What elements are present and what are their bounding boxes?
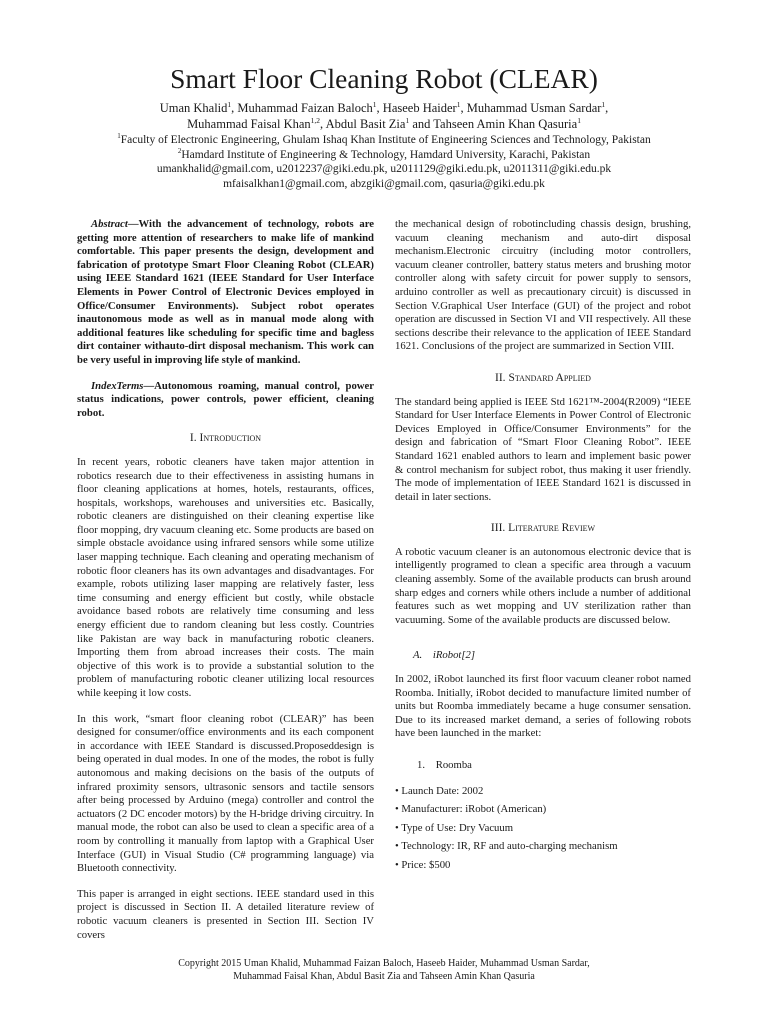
affiliation-text: Hamdard Institute of Engineering & Technology, Hamdard University, Karachi, Pakistan [181,148,591,161]
affiliation-2 [40,148,728,163]
list-item-roomba [417,759,691,773]
section-heading-introduction [77,432,374,446]
list-title: Roomba [435,759,472,771]
intro-paragraph-2: In this work, “smart floor cleaning robot (CLEAR)” has been designed for consumer/office environments and its each component in accordance with IEEE Standard is discussed.Proposeddesign is being operated in dual modes. In one of the modes, the robot is fully autonomous and making decisions on the basis of the outputs of infrared proximity sensors, ultrasonic sensors and tactile sensors after being processed by Arduino (mega) controller and control the actuators (2 DC encoder motors) by the H-bridge driving circuitry. In manual mode, the robot can also be used to clean a specific area of a room by controlling it manually from laptop with a Graphical User Interface (GUI) in Visual Studio (C# programming language) via Bluetooth connectivity. [77,712,374,875]
index-terms [77,380,374,421]
author-conjunction: and [412,117,431,131]
section-number: II. [495,371,506,384]
affiliation-text: Faculty of Electronic Engineering, Ghulam Ishaq Khan Institute of Engineering Sciences and Technology, Pakistan [120,134,651,146]
section-number: III. [490,522,506,535]
literature-paragraph: A robotic vacuum cleaner is an autonomous electronic device that is intelligently programed to clean a specific area through a vacuum cleaning assembly. Some of the available products can brush around sharp edges and corners while others include a number of additional features such as wet mopping and UV sterilization rather than vacuuming. Some of the available products are discussed below. [395,545,691,626]
right-column [395,218,691,878]
author-name: Muhammad Faizan Baloch [237,101,373,115]
author-name: Muhammad Usman Sardar [466,101,602,115]
affil-mark: 2 [177,146,182,155]
author-affil-mark: 1 [601,99,606,109]
index-terms-text: Autonomous roaming, manual control, power status indications, power controls, power efficient, cleaning robot. [77,379,374,419]
roomba-spec-list [395,785,691,873]
section-title: Standard Applied [508,371,591,384]
abstract-text: With the advancement of technology, robots are getting more attention of researchers to make life of mankind comfortable. This paper presents the design, development and fabrication of prototype Smart Floor Cleaning Robot (CLEAR) using IEEE Standard 1621 (IEEE Standard for User Interface Elements in Power Control of Electronic Devices employed in Office/Consumer Environments). Subject robot operates inautonomous mode as well as in manual mode along with additional features like scheduling for specific time and bagless dirt container withauto-dirt disposal mechanism. This work can be very useful in improving life style of mankind. [77,218,374,366]
author-affil-mark: 1 [227,99,232,109]
email-line-2: mfaisalkhan1@gmail.com, abzgiki@gmail.com, qasuria@giki.edu.pk [223,177,545,190]
list-item: • Launch Date: 2002 [395,784,484,797]
author-name: Muhammad Faisal Khan [187,117,311,131]
intro-paragraph-3: This paper is arranged in eight sections. IEEE standard used in this project is discussed in Section II. A detailed literature review of robotic vacuum cleaners is presented in Section III. Section IV covers [77,887,374,941]
affiliation-1 [40,133,728,148]
abstract [77,218,374,368]
section-heading-literature-review [395,522,691,536]
author-affil-mark: 1 [405,115,410,125]
intro-paragraph-1: In recent years, robotic cleaners have taken major attention in robotics research due to their effectiveness in assisting humans in floor cleaning applications at homes, hotels, restaurants, offices, hospitals, workshops, warehouses and universities etc. Basically, robotic cleaners are distinguished on their cleaning expertise like floor mopping, dry vacuum cleaning etc. Some products are based on simple obstacle avoidance using infrared sensors while some utilize laser mapping technique. Each cleaning and operating mechanism of robotic floor cleaners has its own advantages and disadvantages. For example, robots utilizing laser mapping are relatively faster, less time consuming and energy efficient but costly, while obstacle avoidance based robots are relatively time consuming and less energy efficient due to random cleaning but less costly. Countries like Pakistan are way back in manufacturing robotic cleaners. Importing them from abroad increases their costs. The main objective of this work is to provide a substantial solution to the problem of manufacturing robotic cleaner utilizing local resources while keeping it low costs. [77,455,374,699]
list-item: • Type of Use: Dry Vacuum [395,821,514,834]
author-affil-mark: 1,2 [310,115,321,125]
subsection-title: iRobot[2] [432,649,476,662]
author-affil-mark: 1 [456,99,461,109]
author-line-2: Muhammad Faisal Khan$^{1,2}$, Abdul Basit Zia$^1$ and Tahseen Amin Khan Qasuria$^1$ [187,115,581,131]
affiliations [40,133,728,191]
list-item: • Manufacturer: iRobot (American) [395,803,547,816]
subsection-heading-irobot [413,649,691,663]
left-column [77,218,374,954]
standard-paragraph: The standard being applied is IEEE Std 1621™-2004(R2009) “IEEE Standard for User Interface Elements in Power Control of Electronic Devices Employed in Office/Consumer Environments” for the design and fabrication of “Smart Floor Cleaning Robot”. IEEE Standard 1621 enabled authors to learn and implement basic power & control mechanism for subject robot, thus making it user friendly. The mode of implementation of IEEE Standard 1621 is discussed in detail in later sections. [395,395,691,503]
section-heading-standard-applied [395,372,691,386]
author-name: Uman Khalid [159,101,228,115]
footer-line-2: Muhammad Faisal Khan, Abdul Basit Zia and Tahseen Amin Khan Qasuria [233,971,535,982]
author-line-1: Uman Khalid$^1$, Muhammad Faizan Baloch$^1$, Haseeb Haider$^1$, Muhammad Usman Sardar$^1$, [159,99,609,115]
intro-paragraph-3-continued: the mechanical design of robotincluding chassis design, brushing, vacuum cleaning mechanism and auto-dirt disposal mechanism.Electronic circuitry (including motor controllers, vacuum cleaner controller, battery status meters and brushing motor controller along with safety circuit for power supply to sensors, arduino controller as well as precautionary circuit) is discussed in Section V.Graphical User Interface (GUI) of the project and robot operation are discussed in Section VI and VII respectively. All these sections describe their relevance to the application of IEEE Standard 1621. Conclusions of the project are summarized in Section VIII. [395,218,691,353]
footer-line-1: Copyright 2015 Uman Khalid, Muhammad Faizan Baloch, Haseeb Haider, Muhammad Usman Sardar, [178,958,590,969]
list-item: • Price: $500 [395,858,451,871]
abstract-dash: — [127,218,139,230]
author-affil-mark: 1 [372,99,377,109]
email-line-1: umankhalid@gmail.com, u2012237@giki.edu.pk, u2011129@giki.edu.pk, u2011311@giki.edu.pk [156,163,612,175]
subsection-letter: A. [413,649,423,662]
list-item: • Technology: IR, RF and auto-charging mechanism [395,840,618,853]
affil-mark: 1 [117,132,121,141]
index-terms-label: IndexTerms [91,379,144,392]
author-name: Haseeb Haider [382,101,457,115]
copyright-footer [60,957,708,983]
author-name: Abdul Basit Zia [325,117,406,131]
author-affil-mark: 1 [577,115,581,125]
index-terms-dash: — [143,379,155,392]
section-title: Introduction [199,432,262,445]
irobot-paragraph: In 2002, iRobot launched its first floor vacuum cleaner robot named Roomba. Initially, iRobot decided to manufacture limited number of units but Roomba immediately became a huge consumer sensation. Due to its increased market demand, a series of following robots have been launched in the market: [395,673,691,740]
list-number: 1. [417,759,426,771]
paper-title: Smart Floor Cleaning Robot (CLEAR) [170,63,598,94]
section-number: I. [189,432,197,445]
abstract-label: Abstract [91,218,128,230]
author-list [60,100,708,132]
author-name: Tahseen Amin Khan Qasuria [433,117,578,131]
section-title: Literature Review [508,522,596,535]
